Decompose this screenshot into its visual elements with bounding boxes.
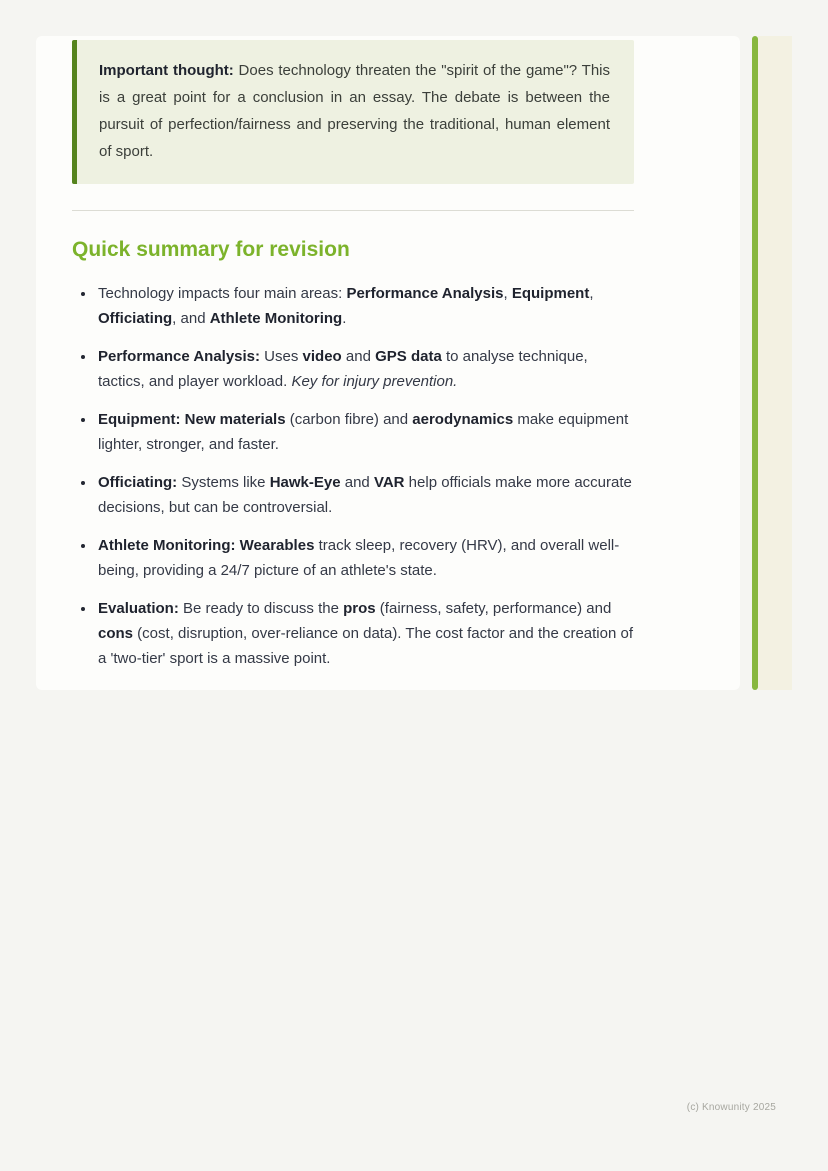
callout-text: Important thought: Does technology threaten the "spirit of the game"? This is a great point for a conclusion in an essay. The debate is between the pursuit of perfection/fairness and preserving the traditional, human element of sport.: [99, 62, 610, 160]
list-item: • Evaluation: Be ready to discuss the pros (fairness, safety, performance) and cons (cost, disruption, over-reliance on data). The cost factor and the creation of a 'two-tier' sport is a massive point.: [96, 596, 634, 671]
list-item: • Officiating: Systems like Hawk-Eye and VAR help officials make more accurate decisions, but can be controversial.: [96, 470, 634, 520]
list-item: • Athlete Monitoring: Wearables track sleep, recovery (HRV), and overall well-being, providing a 24/7 picture of an athlete's state.: [96, 533, 634, 583]
summary-list: [72, 281, 634, 671]
document-page: [36, 36, 740, 690]
divider: [72, 210, 634, 211]
summary-heading: Quick summary for revision: [72, 238, 350, 261]
side-panel-edge: [758, 36, 792, 690]
list-item: • Technology impacts four main areas: Performance Analysis, Equipment, Officiating, and Athlete Monitoring.: [96, 281, 634, 331]
callout-important-thought: [72, 40, 634, 184]
copyright-text: (c) Knowunity 2025: [686, 1102, 776, 1113]
list-item: • Performance Analysis: Uses video and GPS data to analyse technique, tactics, and player workload. Key for injury prevention.: [96, 344, 634, 394]
page-content: [72, 36, 634, 671]
list-item: • Equipment: New materials (carbon fibre) and aerodynamics make equipment lighter, stronger, and faster.: [96, 407, 634, 457]
